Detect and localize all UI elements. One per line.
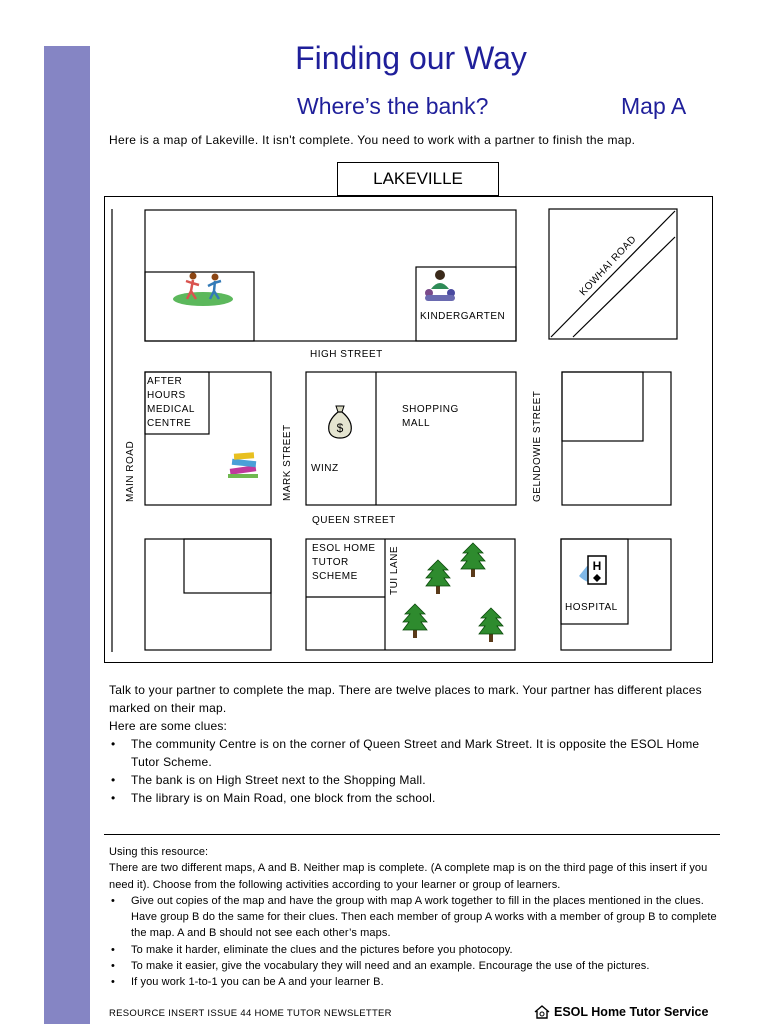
clues-list: [109, 735, 709, 807]
high-street-label: HIGH STREET: [310, 349, 383, 360]
after-hours-medical-centre-label: AFTER HOURS MEDICAL CENTRE: [147, 376, 195, 429]
main-road-label: MAIN ROAD: [125, 440, 136, 502]
town-name-box: LAKEVILLE: [337, 162, 499, 196]
instructions-paragraph: Talk to your partner to complete the map. There are twelve places to mark. Your partner has different places marked on their map.: [109, 683, 702, 715]
clues-heading: Here are some clues:: [109, 719, 228, 733]
tree-icon: [460, 542, 486, 578]
list-item: • The community Centre is on the corner of Queen Street and Mark Street. It is opposite the ESOL Home Tutor Scheme.: [109, 735, 709, 771]
usage-section: [109, 844, 719, 991]
usage-heading: Using this resource:: [109, 846, 209, 858]
footer-brand-text: ESOL Home Tutor Service: [554, 1005, 709, 1019]
list-item: • The library is on Main Road, one block from the school.: [109, 789, 709, 807]
page-subtitle: Where’s the bank?: [297, 93, 489, 119]
tree-icon: [425, 559, 451, 595]
town-map: [104, 196, 713, 663]
svg-text:$: $: [336, 421, 344, 435]
kowhai-road-label: KOWHAI ROAD: [577, 233, 639, 299]
tui-lane-label: TUI LANE: [389, 545, 400, 595]
tree-icon: [402, 603, 428, 639]
list-item: • To make it harder, eliminate the clues and the pictures before you photocopy.: [109, 942, 719, 958]
kindergarten-children-icon: [421, 269, 459, 303]
kindergarten-label: KINDERGARTEN: [420, 311, 506, 322]
instructions: [109, 681, 709, 807]
list-item: • To make it easier, give the vocabulary they will need and an example. Encourage the use of the pictures.: [109, 958, 719, 974]
hospital-label: HOSPITAL: [565, 602, 618, 613]
tree-icon: [478, 607, 504, 643]
divider: [104, 834, 720, 835]
usage-paragraph: There are two different maps, A and B. Neither map is complete. (A complete map is on the third page of this insert if you need it). Choose from the following activities according to your learner or group of learners.: [109, 862, 708, 891]
usage-list: [109, 893, 719, 991]
page-title: Finding our Way: [295, 40, 527, 76]
books-icon: [226, 449, 262, 481]
winz-label: WINZ: [311, 463, 339, 474]
footer-brand: [534, 1005, 708, 1019]
esol-home-tutor-scheme-label: ESOL HOME TUTOR SCHEME: [312, 543, 376, 582]
children-playing-icon: [171, 269, 235, 307]
list-item: • The bank is on High Street next to the Shopping Mall.: [109, 771, 709, 789]
map-label: Map A: [621, 93, 687, 119]
mark-street-label: MARK STREET: [282, 424, 293, 501]
footer-publication: RESOURCE INSERT ISSUE 44 HOME TUTOR NEWSLETTER: [109, 1008, 392, 1019]
intro-text: Here is a map of Lakeville. It isn't complete. You need to work with a partner to finish the map.: [109, 133, 636, 147]
list-item: • Give out copies of the map and have the group with map A work together to fill in the places mentioned in the clues. Have group B do the same for their clues. Then each member of group A works with a member of group B to complete the map. A and B should not see each other’s maps.: [109, 893, 719, 942]
list-item: • If you work 1-to-1 you can be A and your learner B.: [109, 974, 719, 990]
house-logo-icon: [534, 1005, 550, 1019]
queen-street-label: QUEEN STREET: [312, 515, 396, 526]
hospital-sign-letter: H: [592, 559, 602, 573]
decorative-sidebar: [44, 46, 90, 1024]
hospital-sign-icon: [577, 554, 615, 588]
glendowie-street-label: GELNDOWIE STREET: [532, 390, 543, 502]
shopping-mall-label: SHOPPING MALL: [402, 404, 459, 429]
money-bag-icon: [325, 403, 355, 439]
